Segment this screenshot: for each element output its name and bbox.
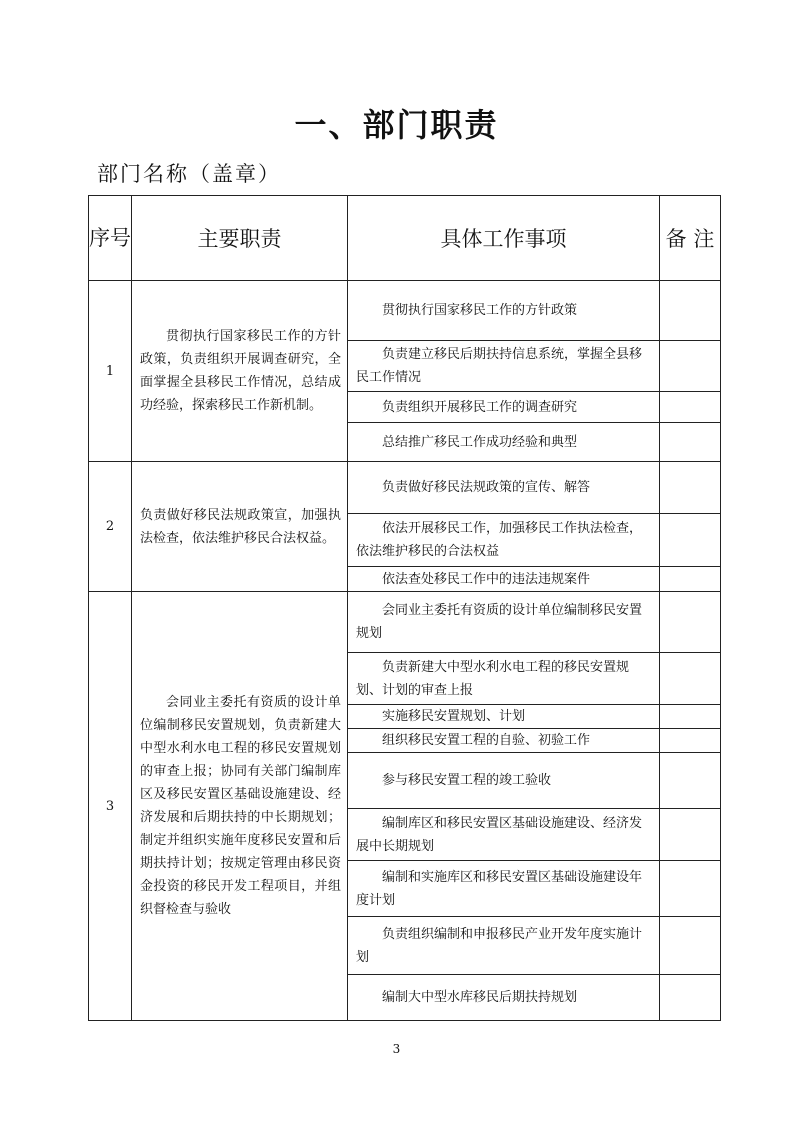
note-cell bbox=[660, 567, 721, 592]
work-item-text: 依法查处移民工作中的违法违规案件 bbox=[382, 571, 591, 587]
note-cell bbox=[660, 592, 721, 653]
table-row bbox=[89, 592, 721, 653]
note-cell bbox=[660, 861, 721, 917]
main-duty-text: 会同业主委托有资质的设计单位编制移民安置规划，负责新建大中型水利水电工程的移民安置规划的审查上报；协同有关部门编制库区及移民安置区基础设施建设、经济发展和后期扶持的中长期规划；制定并组织实施年度移民安置和后期扶持计划；按规定管理由移民资金投资的移民开发工程项目，并组织督检查与验收 bbox=[140, 695, 341, 917]
work-item-text: 参与移民安置工程的竣工验收 bbox=[382, 773, 552, 788]
main-duty-cell bbox=[132, 281, 348, 462]
work-item-cell bbox=[348, 592, 660, 653]
table-header-row bbox=[89, 196, 721, 281]
work-item-text: 编制和实施库区和移民安置区基础设施建设年度计划 bbox=[356, 869, 643, 908]
table-row bbox=[89, 462, 721, 514]
work-item-cell bbox=[348, 975, 660, 1021]
header-note: 备 注 bbox=[660, 196, 721, 281]
work-item-cell bbox=[348, 917, 660, 975]
seq-cell: 3 bbox=[89, 592, 132, 1021]
table-row bbox=[89, 281, 721, 341]
note-cell bbox=[660, 423, 721, 462]
note-cell bbox=[660, 392, 721, 423]
note-cell bbox=[660, 705, 721, 729]
work-item-cell bbox=[348, 423, 660, 462]
work-item-cell bbox=[348, 653, 660, 705]
work-item-text: 组织移民安置工程的自验、初验工作 bbox=[382, 733, 591, 748]
work-item-cell bbox=[348, 462, 660, 514]
note-cell bbox=[660, 917, 721, 975]
work-item-cell bbox=[348, 514, 660, 567]
page-title: 一、部门职责 bbox=[294, 106, 499, 144]
work-item-cell bbox=[348, 341, 660, 392]
header-main-duty: 主要职责 bbox=[132, 196, 348, 281]
work-item-text: 会同业主委托有资质的设计单位编制移民安置规划 bbox=[356, 603, 643, 641]
work-item-text: 编制大中型水库移民后期扶持规划 bbox=[382, 990, 578, 1005]
work-item-text: 负责建立移民后期扶持信息系统，掌握全县移民工作情况 bbox=[356, 347, 643, 385]
seq-cell: 1 bbox=[89, 281, 132, 462]
work-item-cell bbox=[348, 705, 660, 729]
page-number: 3 bbox=[392, 1042, 401, 1056]
header-seq-text: 序号 bbox=[89, 226, 131, 250]
work-item-cell bbox=[348, 753, 660, 809]
work-item-text: 依法开展移民工作，加强移民工作执法检查，依法维护移民的合法权益 bbox=[356, 521, 643, 559]
work-item-cell bbox=[348, 729, 660, 753]
work-item-text: 编制库区和移民安置区基础设施建设、经济发展中长期规划 bbox=[356, 815, 643, 854]
duty-table bbox=[88, 195, 721, 1021]
main-duty-text: 贯彻执行国家移民工作的方针政策，负责组织开展调查研究，全面掌握全县移民工作情况，总结成功经验，探索移民工作新机制。 bbox=[140, 329, 341, 413]
work-item-cell bbox=[348, 861, 660, 917]
work-item-cell bbox=[348, 567, 660, 592]
work-item-cell bbox=[348, 809, 660, 861]
work-item-text: 负责新建大中型水利水电工程的移民安置规划、计划的审查上报 bbox=[356, 659, 630, 698]
note-cell bbox=[660, 281, 721, 341]
dept-name-label: 部门名称（盖章） bbox=[97, 162, 281, 186]
note-cell bbox=[660, 341, 721, 392]
header-work-items: 具体工作事项 bbox=[348, 196, 660, 281]
main-duty-cell bbox=[132, 592, 348, 1021]
note-cell bbox=[660, 729, 721, 753]
note-cell bbox=[660, 753, 721, 809]
work-item-cell bbox=[348, 281, 660, 341]
work-item-text: 负责组织编制和申报移民产业开发年度实施计划 bbox=[356, 926, 643, 965]
seq-cell: 2 bbox=[89, 462, 132, 592]
work-item-text: 贯彻执行国家移民工作的方针政策 bbox=[382, 303, 578, 318]
work-item-text: 负责做好移民法规政策的宣传、解答 bbox=[382, 480, 591, 495]
main-duty-cell: 负责做好移民法规政策宣，加强执法检查，依法维护移民合法权益。 bbox=[132, 462, 348, 592]
note-cell bbox=[660, 975, 721, 1021]
header-seq bbox=[89, 196, 132, 281]
note-cell bbox=[660, 462, 721, 514]
note-cell bbox=[660, 514, 721, 567]
work-item-text: 总结推广移民工作成功经验和典型 bbox=[382, 434, 578, 450]
work-item-text: 实施移民安置规划、计划 bbox=[382, 709, 526, 724]
note-cell bbox=[660, 809, 721, 861]
work-item-text: 负责组织开展移民工作的调查研究 bbox=[382, 399, 578, 415]
work-item-cell bbox=[348, 392, 660, 423]
note-cell bbox=[660, 653, 721, 705]
